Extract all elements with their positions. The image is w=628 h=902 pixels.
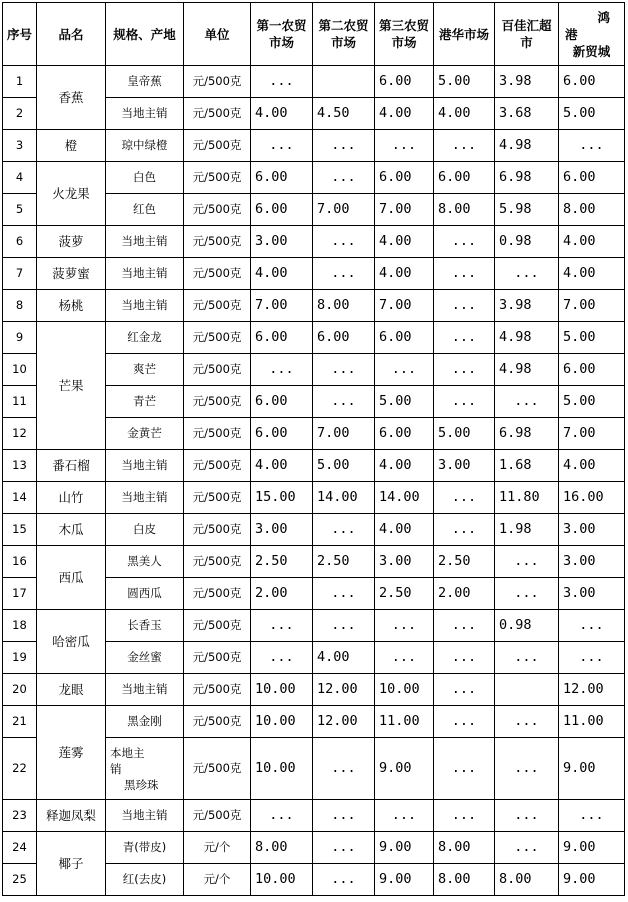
price-cell: 11.80 [495, 482, 559, 514]
price-cell: 4.00 [559, 226, 625, 258]
price-cell: 5.00 [434, 418, 495, 450]
product-spec-line: 本地主 [110, 745, 145, 760]
price-cell: ... [313, 864, 375, 896]
row-number: 12 [3, 418, 37, 450]
table-row [3, 258, 625, 290]
price-cell: ... [434, 130, 495, 162]
price-cell: 7.00 [375, 194, 434, 226]
product-name: 西瓜 [37, 546, 106, 610]
price-cell: 15.00 [251, 482, 313, 514]
product-spec: 黑金刚 [106, 706, 184, 738]
price-cell: ... [313, 832, 375, 864]
product-name: 芒果 [37, 322, 106, 450]
price-cell: ... [313, 386, 375, 418]
product-name: 杨桃 [37, 290, 106, 322]
table-row [3, 130, 625, 162]
table-row [3, 546, 625, 578]
row-number: 6 [3, 226, 37, 258]
table-row [3, 450, 625, 482]
product-spec-line: 销 [110, 761, 122, 776]
row-number: 4 [3, 162, 37, 194]
product-spec: 白色 [106, 162, 184, 194]
price-cell: 6.00 [375, 322, 434, 354]
unit: 元/500克 [184, 674, 251, 706]
column-header-line: 港 [565, 26, 578, 42]
price-cell: ... [495, 546, 559, 578]
price-cell: ... [495, 706, 559, 738]
price-cell [313, 66, 375, 98]
price-cell: 8.00 [559, 194, 625, 226]
price-cell: 9.00 [375, 738, 434, 800]
product-spec: 红色 [106, 194, 184, 226]
column-header [37, 3, 106, 66]
table-row [3, 162, 625, 194]
price-cell: 5.98 [495, 194, 559, 226]
unit: 元/500克 [184, 226, 251, 258]
row-number: 23 [3, 800, 37, 832]
row-number: 25 [3, 864, 37, 896]
price-cell: 8.00 [495, 864, 559, 896]
price-cell: ... [434, 322, 495, 354]
row-number: 2 [3, 98, 37, 130]
price-cell: 14.00 [313, 482, 375, 514]
price-cell: 8.00 [434, 864, 495, 896]
price-cell: 4.00 [559, 450, 625, 482]
price-cell: ... [434, 642, 495, 674]
price-cell: 3.00 [434, 450, 495, 482]
price-cell: ... [434, 514, 495, 546]
price-cell: 6.00 [375, 66, 434, 98]
product-spec: 当地主销 [106, 226, 184, 258]
price-cell: 6.00 [375, 418, 434, 450]
column-header [559, 3, 625, 66]
unit: 元/500克 [184, 194, 251, 226]
unit: 元/500克 [184, 98, 251, 130]
product-name: 菠萝蜜 [37, 258, 106, 290]
product-spec: 黑美人 [106, 546, 184, 578]
product-spec: 青芒 [106, 386, 184, 418]
price-cell: 6.00 [251, 386, 313, 418]
price-cell: 6.00 [251, 162, 313, 194]
price-cell: 3.00 [559, 514, 625, 546]
product-name: 橙 [37, 130, 106, 162]
price-cell: 3.00 [559, 578, 625, 610]
product-name: 菠萝 [37, 226, 106, 258]
product-name: 哈密瓜 [37, 610, 106, 674]
price-cell: 4.98 [495, 322, 559, 354]
table-row [3, 514, 625, 546]
price-cell: 6.00 [251, 322, 313, 354]
product-spec: 红金龙 [106, 322, 184, 354]
price-cell: ... [251, 66, 313, 98]
price-cell: 6.00 [559, 162, 625, 194]
column-header-line: 市场 [391, 35, 417, 50]
price-cell: 10.00 [251, 864, 313, 896]
price-cell: 9.00 [559, 864, 625, 896]
table-row [3, 674, 625, 706]
price-cell: 4.98 [495, 130, 559, 162]
column-header [3, 3, 37, 66]
price-cell: 5.00 [313, 450, 375, 482]
product-name: 火龙果 [37, 162, 106, 226]
table-row [3, 832, 625, 864]
product-spec: 当地主销 [106, 674, 184, 706]
column-header [375, 3, 434, 66]
price-cell: 7.00 [313, 418, 375, 450]
column-header [106, 3, 184, 66]
price-cell: 8.00 [434, 194, 495, 226]
fruit-price-table [2, 2, 625, 896]
column-header [495, 3, 559, 66]
price-cell: 4.00 [375, 226, 434, 258]
price-cell: ... [434, 290, 495, 322]
column-header-line: 新贸城 [572, 43, 611, 59]
price-cell: 6.98 [495, 162, 559, 194]
price-cell: 5.00 [434, 66, 495, 98]
price-cell: 10.00 [251, 738, 313, 800]
unit: 元/个 [184, 832, 251, 864]
unit: 元/500克 [184, 258, 251, 290]
row-number: 14 [3, 482, 37, 514]
unit: 元/500克 [184, 290, 251, 322]
price-cell: 6.00 [251, 194, 313, 226]
row-number: 18 [3, 610, 37, 642]
price-cell: 2.00 [434, 578, 495, 610]
column-header [434, 3, 495, 66]
price-cell: 8.00 [434, 832, 495, 864]
row-number: 17 [3, 578, 37, 610]
unit: 元/500克 [184, 706, 251, 738]
unit: 元/500克 [184, 578, 251, 610]
unit: 元/500克 [184, 322, 251, 354]
column-header-line: 单位 [204, 26, 230, 42]
price-cell: 6.98 [495, 418, 559, 450]
price-cell: ... [495, 578, 559, 610]
product-spec-line: 黑珍珠 [124, 777, 159, 792]
price-cell: ... [375, 642, 434, 674]
column-header-line: 鸿 [597, 9, 610, 25]
product-name: 释迦凤梨 [37, 800, 106, 832]
table-row [3, 610, 625, 642]
price-cell: 8.00 [251, 832, 313, 864]
row-number: 15 [3, 514, 37, 546]
row-number: 7 [3, 258, 37, 290]
price-cell: 5.00 [559, 386, 625, 418]
price-cell: ... [495, 258, 559, 290]
price-cell: 1.98 [495, 514, 559, 546]
price-cell: 4.00 [559, 258, 625, 290]
product-spec: 琼中绿橙 [106, 130, 184, 162]
price-cell: 10.00 [375, 674, 434, 706]
column-header [184, 3, 251, 66]
price-cell: ... [375, 130, 434, 162]
product-name: 香蕉 [37, 66, 106, 130]
price-cell: 4.00 [313, 642, 375, 674]
price-cell: 0.98 [495, 610, 559, 642]
price-cell: ... [495, 832, 559, 864]
price-cell: 2.50 [313, 546, 375, 578]
table-row [3, 66, 625, 98]
unit: 元/500克 [184, 66, 251, 98]
price-cell: 6.00 [559, 66, 625, 98]
price-cell: ... [313, 226, 375, 258]
price-cell: 4.00 [251, 258, 313, 290]
product-spec: 当地主销 [106, 800, 184, 832]
price-cell: 3.98 [495, 66, 559, 98]
price-cell: ... [434, 226, 495, 258]
price-cell: ... [559, 800, 625, 832]
row-number: 10 [3, 354, 37, 386]
table-row [3, 482, 625, 514]
price-cell: 6.00 [313, 322, 375, 354]
row-number: 8 [3, 290, 37, 322]
table-row [3, 706, 625, 738]
table-row [3, 322, 625, 354]
product-spec: 当地主销 [106, 482, 184, 514]
price-cell: ... [434, 674, 495, 706]
price-cell: 7.00 [559, 290, 625, 322]
price-cell: 4.00 [251, 98, 313, 130]
price-cell: ... [434, 386, 495, 418]
row-number: 1 [3, 66, 37, 98]
price-cell: 3.00 [251, 226, 313, 258]
price-cell: 0.98 [495, 226, 559, 258]
column-header-line: 第三农贸 [378, 18, 429, 33]
price-cell: ... [495, 642, 559, 674]
unit: 元/500克 [184, 354, 251, 386]
price-cell: 3.00 [251, 514, 313, 546]
price-cell: ... [559, 642, 625, 674]
header-row [3, 3, 625, 66]
unit: 元/500克 [184, 642, 251, 674]
price-cell: 4.50 [313, 98, 375, 130]
price-cell: 2.50 [375, 578, 434, 610]
row-number: 16 [3, 546, 37, 578]
unit: 元/500克 [184, 546, 251, 578]
price-cell: 4.00 [375, 514, 434, 546]
price-cell: ... [313, 162, 375, 194]
price-cell: 1.68 [495, 450, 559, 482]
row-number: 22 [3, 738, 37, 800]
price-cell: ... [434, 610, 495, 642]
price-cell: ... [495, 738, 559, 800]
row-number: 9 [3, 322, 37, 354]
column-header [251, 3, 313, 66]
column-header-line: 市场 [268, 35, 294, 50]
price-cell: ... [434, 482, 495, 514]
price-cell: 4.00 [251, 450, 313, 482]
price-cell: 3.98 [495, 290, 559, 322]
price-cell: ... [375, 354, 434, 386]
column-header-line: 百佳汇超 [501, 18, 552, 33]
column-header-line: 市 [520, 35, 533, 50]
price-cell: ... [313, 610, 375, 642]
price-cell: ... [495, 800, 559, 832]
price-cell: 7.00 [375, 290, 434, 322]
column-header-line: 规格、产地 [113, 26, 176, 42]
price-cell: 2.50 [251, 546, 313, 578]
product-name: 莲雾 [37, 706, 106, 800]
product-name: 龙眼 [37, 674, 106, 706]
unit: 元/500克 [184, 514, 251, 546]
column-header-line: 第一农贸 [256, 18, 307, 33]
column-header-line: 序号 [6, 26, 32, 42]
price-cell: ... [251, 354, 313, 386]
price-cell: 9.00 [559, 832, 625, 864]
product-name: 番石榴 [37, 450, 106, 482]
unit: 元/500克 [184, 800, 251, 832]
product-spec: 白皮 [106, 514, 184, 546]
column-header-line: 第二农贸 [318, 18, 369, 33]
product-name: 木瓜 [37, 514, 106, 546]
price-cell: 5.00 [559, 322, 625, 354]
product-spec: 爽芒 [106, 354, 184, 386]
unit: 元/500克 [184, 450, 251, 482]
unit: 元/500克 [184, 386, 251, 418]
price-cell: 12.00 [559, 674, 625, 706]
price-cell: 7.00 [251, 290, 313, 322]
price-cell: 5.00 [559, 98, 625, 130]
price-cell: ... [251, 800, 313, 832]
price-cell: 16.00 [559, 482, 625, 514]
product-spec: 圆西瓜 [106, 578, 184, 610]
product-spec: 当地主销 [106, 258, 184, 290]
row-number: 13 [3, 450, 37, 482]
price-cell: 4.00 [375, 450, 434, 482]
product-spec: 当地主销 [106, 450, 184, 482]
unit: 元/500克 [184, 162, 251, 194]
price-cell: ... [313, 258, 375, 290]
row-number: 21 [3, 706, 37, 738]
unit: 元/500克 [184, 130, 251, 162]
product-name: 椰子 [37, 832, 106, 896]
product-spec: 长香玉 [106, 610, 184, 642]
product-spec [106, 738, 184, 800]
price-cell: ... [313, 578, 375, 610]
column-header [313, 3, 375, 66]
price-cell: ... [313, 354, 375, 386]
price-cell: 3.68 [495, 98, 559, 130]
price-cell: 11.00 [375, 706, 434, 738]
table-row [3, 800, 625, 832]
row-number: 11 [3, 386, 37, 418]
price-cell: 10.00 [251, 674, 313, 706]
unit: 元/500克 [184, 482, 251, 514]
price-cell: 12.00 [313, 674, 375, 706]
price-cell: ... [251, 642, 313, 674]
price-cell: 4.98 [495, 354, 559, 386]
price-cell: ... [251, 610, 313, 642]
price-cell: 3.00 [559, 546, 625, 578]
price-cell: ... [251, 130, 313, 162]
unit: 元/个 [184, 864, 251, 896]
price-cell: 6.00 [251, 418, 313, 450]
price-cell: ... [375, 610, 434, 642]
product-spec: 当地主销 [106, 98, 184, 130]
column-header-line: 港华市场 [438, 26, 489, 42]
price-cell: 2.50 [434, 546, 495, 578]
price-cell: 14.00 [375, 482, 434, 514]
column-header-line: 品名 [58, 26, 84, 42]
product-spec: 金丝蜜 [106, 642, 184, 674]
price-cell: ... [495, 386, 559, 418]
price-cell: 2.00 [251, 578, 313, 610]
column-header-line: 市场 [330, 35, 356, 50]
product-name: 山竹 [37, 482, 106, 514]
table-row [3, 290, 625, 322]
product-spec: 皇帝蕉 [106, 66, 184, 98]
price-cell: ... [434, 706, 495, 738]
price-cell: ... [375, 800, 434, 832]
price-cell: ... [434, 800, 495, 832]
row-number: 19 [3, 642, 37, 674]
price-cell: 9.00 [375, 864, 434, 896]
price-cell: ... [313, 130, 375, 162]
price-cell: 11.00 [559, 706, 625, 738]
price-cell: 3.00 [375, 546, 434, 578]
price-cell: 12.00 [313, 706, 375, 738]
unit: 元/500克 [184, 738, 251, 800]
row-number: 3 [3, 130, 37, 162]
price-cell: 6.00 [559, 354, 625, 386]
price-cell: 5.00 [375, 386, 434, 418]
product-spec: 当地主销 [106, 290, 184, 322]
product-spec: 金黄芒 [106, 418, 184, 450]
unit: 元/500克 [184, 418, 251, 450]
price-cell [495, 674, 559, 706]
price-cell: 6.00 [434, 162, 495, 194]
row-number: 24 [3, 832, 37, 864]
price-cell: ... [434, 738, 495, 800]
row-number: 5 [3, 194, 37, 226]
price-cell: 7.00 [559, 418, 625, 450]
table-row [3, 226, 625, 258]
price-cell: 7.00 [313, 194, 375, 226]
price-cell: 4.00 [434, 98, 495, 130]
product-spec: 红(去皮) [106, 864, 184, 896]
price-cell: ... [434, 258, 495, 290]
price-cell: ... [434, 354, 495, 386]
price-cell: 10.00 [251, 706, 313, 738]
price-cell: ... [313, 800, 375, 832]
product-spec: 青(带皮) [106, 832, 184, 864]
row-number: 20 [3, 674, 37, 706]
price-cell: ... [559, 610, 625, 642]
price-cell: 4.00 [375, 98, 434, 130]
price-cell: 9.00 [375, 832, 434, 864]
unit: 元/500克 [184, 610, 251, 642]
price-cell: ... [313, 738, 375, 800]
price-cell: 6.00 [375, 162, 434, 194]
price-cell: 8.00 [313, 290, 375, 322]
price-cell: 4.00 [375, 258, 434, 290]
price-cell: 9.00 [559, 738, 625, 800]
price-cell: ... [313, 514, 375, 546]
price-cell: ... [559, 130, 625, 162]
